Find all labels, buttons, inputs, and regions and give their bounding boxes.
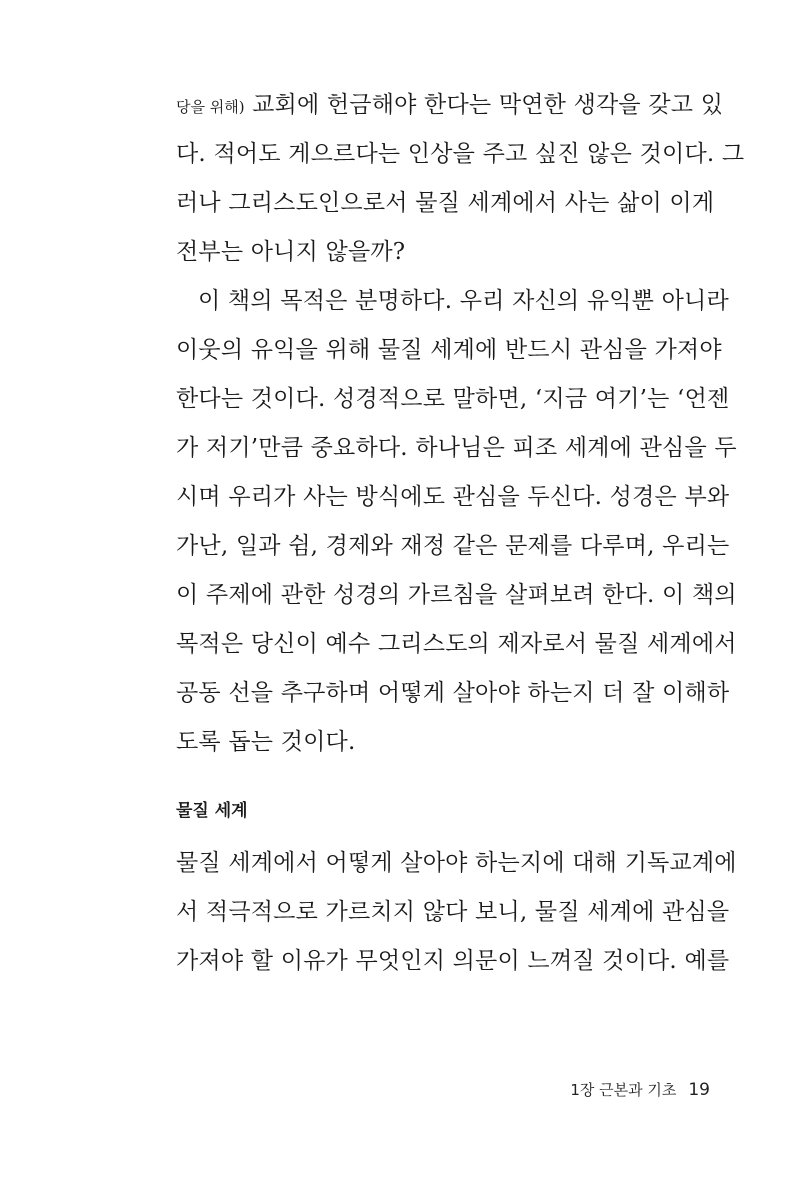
body-line: 이 책의 목적은 분명하다. 우리 자신의 유익뿐 아니라 xyxy=(198,288,729,314)
chapter-label: 1장 근본과 기초 xyxy=(570,1081,677,1099)
body-line: 이웃의 유익을 위해 물질 세계에 반드시 관심을 가져야 xyxy=(176,337,722,363)
line-lead-text: 당을 위해) xyxy=(176,98,245,116)
body-line: 서 적극적으로 가르치지 않다 보니, 물질 세계에 관심을 xyxy=(176,899,730,925)
body-line: 가져야 할 이유가 무엇인지 의문이 느껴질 것이다. 예를 xyxy=(176,948,730,974)
body-line xyxy=(176,90,724,122)
body-line: 물질 세계에서 어떻게 살아야 하는지에 대해 기독교계에 xyxy=(176,850,737,876)
body-line: 다. 적어도 게으르다는 인상을 주고 싶진 않은 것이다. 그 xyxy=(176,141,745,167)
body-line: 가 저기’만큼 중요하다. 하나님은 피조 세계에 관심을 두 xyxy=(176,435,737,461)
body-line: 이 주제에 관한 성경의 가르침을 살펴보려 한다. 이 책의 xyxy=(176,582,737,608)
body-line: 전부는 아니지 않을까? xyxy=(176,239,406,265)
line-text: 교회에 헌금해야 한다는 막연한 생각을 갖고 있 xyxy=(244,92,724,118)
body-line: 한다는 것이다. 성경적으로 말하면, ‘지금 여기’는 ‘언젠 xyxy=(176,386,730,412)
body-line: 러나 그리스도인으로서 물질 세계에서 사는 삶이 이게 xyxy=(176,190,715,216)
body-line: 도록 돕는 것이다. xyxy=(176,729,356,755)
body-line: 가난, 일과 쉼, 경제와 재정 같은 문제를 다루며, 우리는 xyxy=(176,533,730,559)
page-footer xyxy=(570,1079,710,1101)
body-line: 공동 선을 추구하며 어떻게 살아야 하는지 더 잘 이해하 xyxy=(176,680,730,706)
section-heading: 물질 세계 xyxy=(176,801,248,821)
body-line: 시며 우리가 사는 방식에도 관심을 두신다. 성경은 부와 xyxy=(176,484,730,510)
page-number: 19 xyxy=(688,1080,710,1100)
body-line: 목적은 당신이 예수 그리스도의 제자로서 물질 세계에서 xyxy=(176,631,737,657)
